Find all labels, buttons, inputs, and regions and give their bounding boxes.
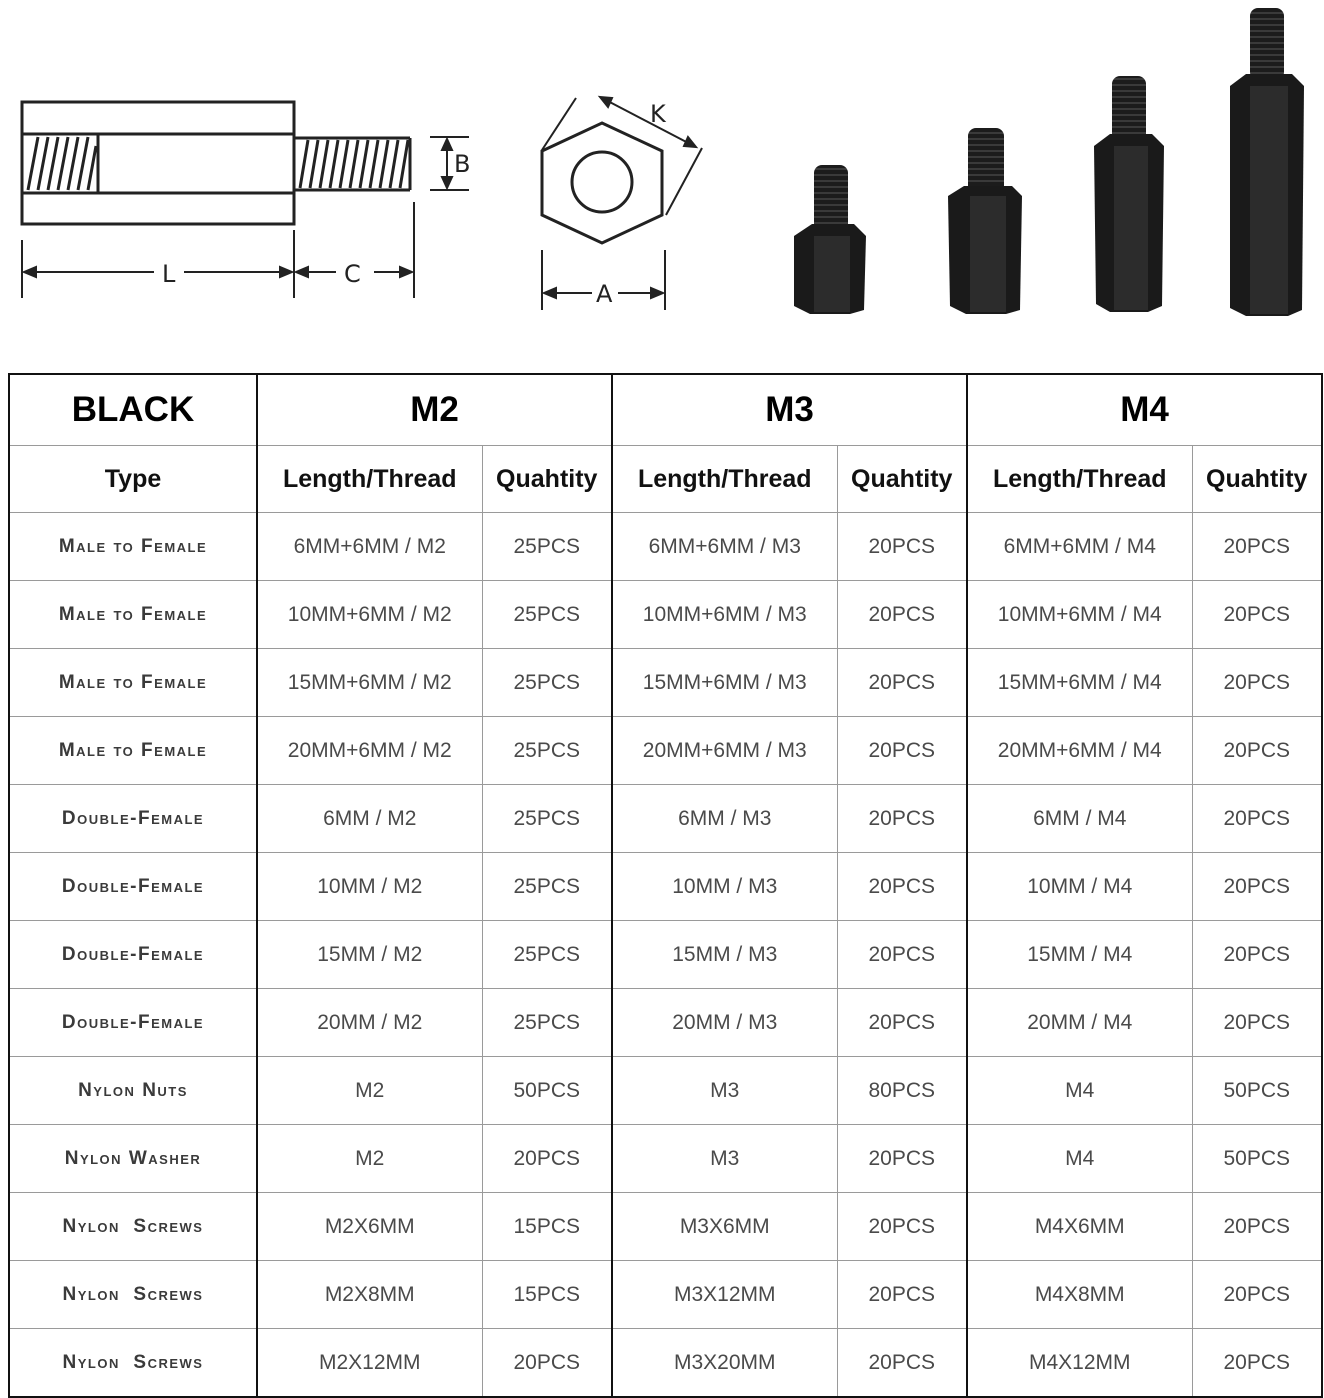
m3-quantity-cell: 20PCS [837,785,967,853]
m2-quantity-cell: 25PCS [482,717,612,785]
type-cell: Double-Female [9,853,257,921]
m4-length-cell: M4 [967,1125,1192,1193]
m3-length-cell: 10MM+6MM / M3 [612,581,837,649]
group-header-row [9,374,1322,446]
m4-length-cell: M4 [967,1057,1192,1125]
m2-length-cell: 20MM / M2 [257,989,482,1057]
m3-quantity-header: Quahtity [837,446,967,513]
type-cell: Double-Female [9,989,257,1057]
m2-length-header: Length/Thread [257,446,482,513]
m4-quantity-cell: 20PCS [1192,1261,1322,1329]
m2-length-cell: M2X8MM [257,1261,482,1329]
m4-length-header: Length/Thread [967,446,1192,513]
m4-quantity-cell: 20PCS [1192,853,1322,921]
type-cell: Male to Female [9,717,257,785]
m2-length-cell: 6MM+6MM / M2 [257,513,482,581]
m2-length-cell: 10MM / M2 [257,853,482,921]
m4-quantity-cell: 20PCS [1192,989,1322,1057]
m2-length-cell: M2X6MM [257,1193,482,1261]
group-m4-header: M4 [967,374,1322,446]
m3-quantity-cell: 20PCS [837,1193,967,1261]
m3-quantity-cell: 80PCS [837,1057,967,1125]
m4-length-cell: 6MM / M4 [967,785,1192,853]
m2-quantity-cell: 20PCS [482,1125,612,1193]
m4-quantity-cell: 20PCS [1192,581,1322,649]
m2-length-cell: 15MM / M2 [257,921,482,989]
table-row [9,1057,1322,1125]
m3-length-cell: M3X20MM [612,1329,837,1398]
type-cell: Male to Female [9,513,257,581]
thread-label: C [344,260,361,288]
table-row [9,1261,1322,1329]
m2-quantity-cell: 50PCS [482,1057,612,1125]
diagram-area [0,0,1324,360]
corner-cell: BLACK [9,374,257,446]
spec-table [8,373,1323,1398]
table-row [9,989,1322,1057]
m4-length-cell: 20MM+6MM / M4 [967,717,1192,785]
m3-quantity-cell: 20PCS [837,989,967,1057]
m3-quantity-cell: 20PCS [837,1261,967,1329]
m3-quantity-cell: 20PCS [837,1329,967,1398]
hex-nut-diagram [530,90,720,315]
m3-quantity-cell: 20PCS [837,513,967,581]
m4-quantity-header: Quahtity [1192,446,1322,513]
column-header-row [9,446,1322,513]
m3-quantity-cell: 20PCS [837,649,967,717]
m3-length-cell: 20MM / M3 [612,989,837,1057]
type-cell: Nylon Screws [9,1329,257,1398]
m2-length-cell: M2 [257,1057,482,1125]
table-row [9,717,1322,785]
m2-quantity-cell: 25PCS [482,785,612,853]
m4-quantity-cell: 50PCS [1192,1057,1322,1125]
m3-length-cell: M3 [612,1057,837,1125]
table-row [9,581,1322,649]
m4-length-cell: M4X12MM [967,1329,1192,1398]
type-cell: Nylon Nuts [9,1057,257,1125]
m3-length-header: Length/Thread [612,446,837,513]
table-row [9,1193,1322,1261]
group-m3-header: M3 [612,374,967,446]
m2-quantity-cell: 25PCS [482,853,612,921]
type-cell: Male to Female [9,581,257,649]
m3-length-cell: 15MM+6MM / M3 [612,649,837,717]
table-row [9,853,1322,921]
m4-quantity-cell: 20PCS [1192,1329,1322,1398]
m2-length-cell: M2 [257,1125,482,1193]
group-m2-header: M2 [257,374,612,446]
type-cell: Nylon Screws [9,1261,257,1329]
diameter-label: B [454,150,471,178]
m3-length-cell: 15MM / M3 [612,921,837,989]
type-cell: Nylon Washer [9,1125,257,1193]
m3-length-cell: 6MM / M3 [612,785,837,853]
m2-length-cell: 6MM / M2 [257,785,482,853]
m2-quantity-cell: 25PCS [482,513,612,581]
m4-quantity-cell: 20PCS [1192,717,1322,785]
m4-length-cell: 15MM+6MM / M4 [967,649,1192,717]
m3-length-cell: 20MM+6MM / M3 [612,717,837,785]
m2-quantity-cell: 20PCS [482,1329,612,1398]
type-cell: Double-Female [9,785,257,853]
m3-length-cell: 10MM / M3 [612,853,837,921]
m2-length-cell: 10MM+6MM / M2 [257,581,482,649]
m3-quantity-cell: 20PCS [837,921,967,989]
table-row [9,1125,1322,1193]
m4-length-cell: 20MM / M4 [967,989,1192,1057]
m4-quantity-cell: 20PCS [1192,513,1322,581]
standoff-side-diagram [14,90,484,310]
m4-length-cell: 10MM / M4 [967,853,1192,921]
m2-quantity-cell: 15PCS [482,1193,612,1261]
m3-quantity-cell: 20PCS [837,853,967,921]
type-cell: Nylon Screws [9,1193,257,1261]
m4-quantity-cell: 50PCS [1192,1125,1322,1193]
m3-quantity-cell: 20PCS [837,717,967,785]
table-row [9,1329,1322,1398]
m4-quantity-cell: 20PCS [1192,785,1322,853]
length-label: L [162,260,176,288]
type-cell: Double-Female [9,921,257,989]
table-row [9,513,1322,581]
m2-quantity-cell: 25PCS [482,581,612,649]
m3-length-cell: M3X6MM [612,1193,837,1261]
m3-quantity-cell: 20PCS [837,1125,967,1193]
m2-length-cell: M2X12MM [257,1329,482,1398]
type-header: Type [9,446,257,513]
corner-label: K [650,100,666,128]
m2-quantity-cell: 15PCS [482,1261,612,1329]
m4-length-cell: 15MM / M4 [967,921,1192,989]
m3-length-cell: M3 [612,1125,837,1193]
table-row [9,785,1322,853]
m2-quantity-cell: 25PCS [482,989,612,1057]
m3-length-cell: M3X12MM [612,1261,837,1329]
m3-length-cell: 6MM+6MM / M3 [612,513,837,581]
type-cell: Male to Female [9,649,257,717]
m2-length-cell: 20MM+6MM / M2 [257,717,482,785]
m2-quantity-header: Quahtity [482,446,612,513]
width-label: A [596,280,613,308]
m4-length-cell: 6MM+6MM / M4 [967,513,1192,581]
m2-quantity-cell: 25PCS [482,649,612,717]
table-row [9,921,1322,989]
m4-length-cell: M4X6MM [967,1193,1192,1261]
m3-quantity-cell: 20PCS [837,581,967,649]
m4-quantity-cell: 20PCS [1192,1193,1322,1261]
m4-length-cell: 10MM+6MM / M4 [967,581,1192,649]
m2-quantity-cell: 25PCS [482,921,612,989]
m4-length-cell: M4X8MM [967,1261,1192,1329]
m2-length-cell: 15MM+6MM / M2 [257,649,482,717]
table-row [9,649,1322,717]
m4-quantity-cell: 20PCS [1192,921,1322,989]
m4-quantity-cell: 20PCS [1192,649,1322,717]
black-nylon-standoffs-icon [780,0,1320,325]
